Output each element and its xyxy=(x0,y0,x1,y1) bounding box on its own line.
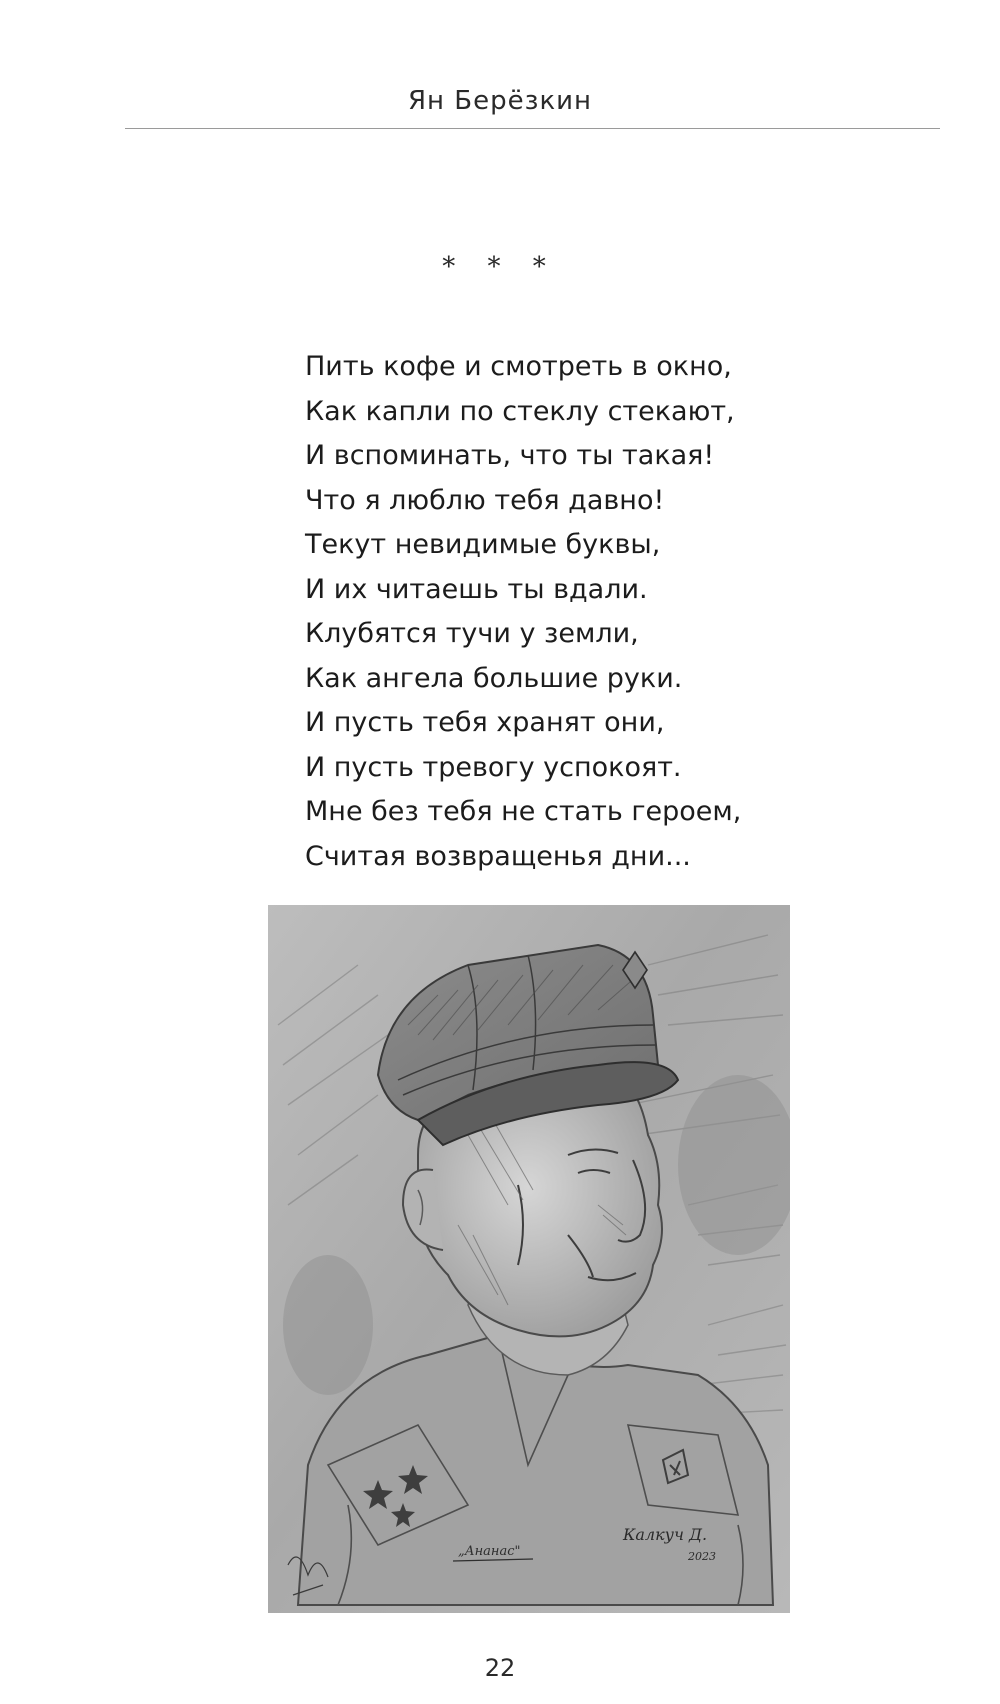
illustration-year: 2023 xyxy=(688,1550,716,1563)
poem-line: Текут невидимые буквы, xyxy=(305,529,661,560)
poem-line: Пить кофе и смотреть в окно, xyxy=(305,351,732,382)
poem-line: И пусть тревогу успокоят. xyxy=(305,751,682,783)
page-number: 22 xyxy=(484,1654,516,1682)
illustration-title-caption: „Ананас" xyxy=(458,1544,521,1559)
poem-line: Как капли по стеклу стекают, xyxy=(305,395,735,427)
poem-line: И пусть тебя хранят они, xyxy=(305,707,665,738)
poem-separator: * * * xyxy=(442,252,558,282)
poem-line: Клубятся тучи у земли, xyxy=(305,618,639,649)
poem-line: И их читаешь ты вдали. xyxy=(305,573,648,605)
poem-line: Что я люблю тебя давно! xyxy=(305,484,665,516)
pencil-portrait-illustration xyxy=(268,905,790,1613)
running-head-author: Ян Берёзкин xyxy=(407,86,593,116)
poem-line: Мне без тебя не стать героем, xyxy=(305,796,742,827)
poem-line: Считая возвращенья дни... xyxy=(305,840,691,872)
header-rule xyxy=(125,128,940,129)
illustration-signature: Калкуч Д. xyxy=(623,1525,708,1544)
poem-line: Как ангела большие руки. xyxy=(305,662,683,694)
poem-line: И вспоминать, что ты такая! xyxy=(305,440,715,471)
poem-text xyxy=(305,345,865,879)
